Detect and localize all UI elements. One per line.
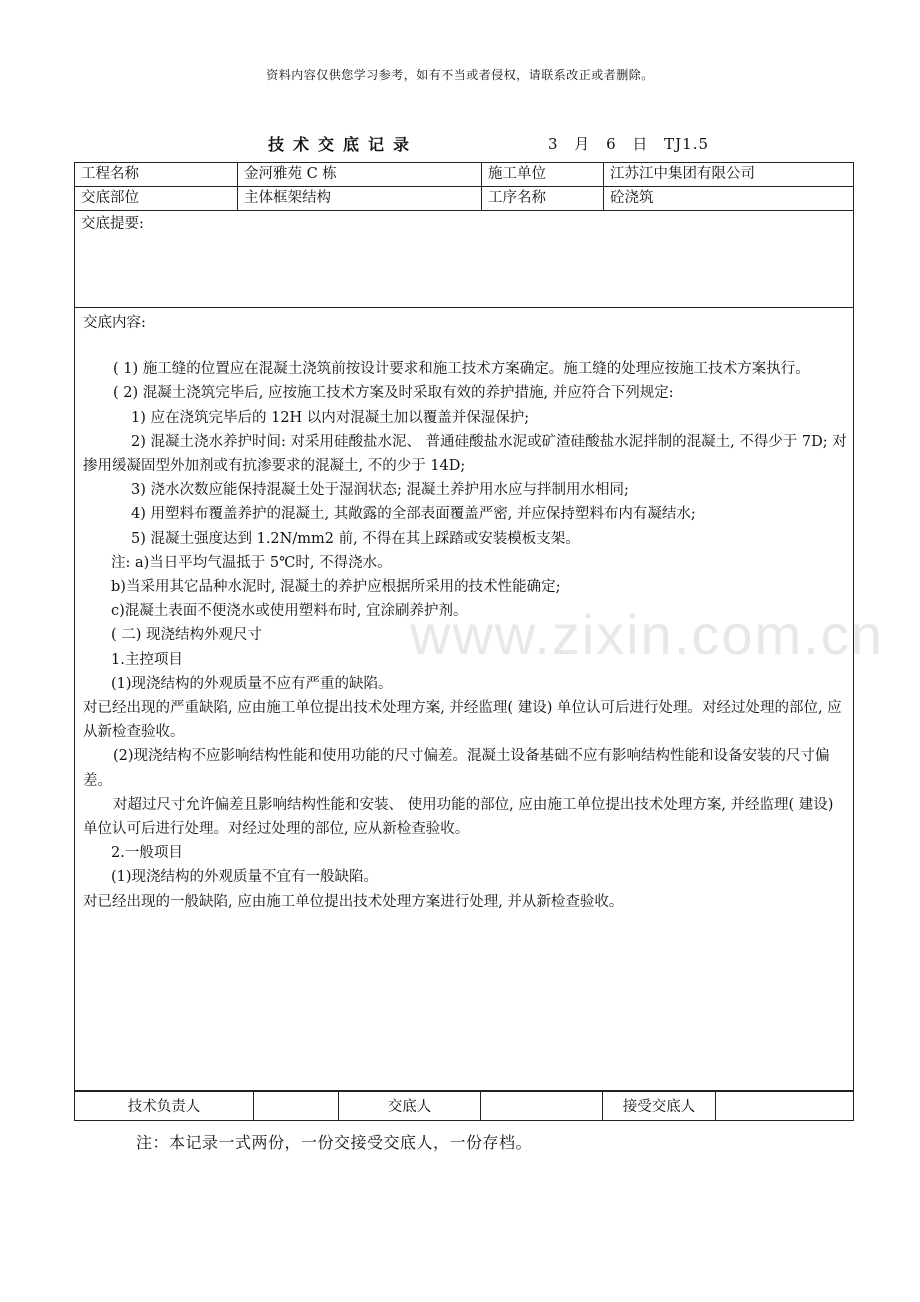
- receiver-signature-field[interactable]: [716, 1091, 854, 1121]
- project-name-label: 工程名称: [75, 163, 238, 187]
- part-value: 主体框架结构: [238, 187, 482, 211]
- paragraph: 1) 应在浇筑完毕后的 12H 以内对混凝土加以覆盖并保湿保护;: [131, 409, 530, 426]
- paragraph: ( 1) 施工缝的位置应在混凝土浇筑前按设计要求和施工技术方案确定。施工缝的处理应按施工技术方案执行。: [113, 361, 810, 378]
- paragraph: 2) 混凝土浇水养护时间: 对采用硅酸盐水泥、 普通硅酸盐水泥或矿渣硅酸盐水泥拌制的混凝土, 不得少于 7D; 对掺用缓凝固型外加剂或有抗渗要求的混凝土, 不的少于 14D;: [83, 433, 847, 475]
- document-date-code: 3 月 6 日 TJ1.5: [548, 135, 710, 153]
- table-row: [75, 163, 854, 187]
- receiver-label: 接受交底人: [603, 1091, 716, 1121]
- project-name-value: 金河雅苑 C 栋: [238, 163, 482, 187]
- disclaimer-text: 资料内容仅供您学习参考，如有不当或者侵权，请联系改正或者删除。: [266, 68, 654, 82]
- title-row: [0, 132, 920, 154]
- spacer: [83, 335, 849, 357]
- part-label: 交底部位: [75, 187, 238, 211]
- presenter-label: 交底人: [339, 1091, 481, 1121]
- paragraph: 1.主控项目: [111, 651, 183, 668]
- document-title: 技术交底记录: [268, 135, 419, 154]
- summary-label: 交底提要:: [81, 216, 144, 232]
- watermark: www.zixin.com.cn: [410, 603, 884, 666]
- paragraph: (2)现浇结构不应影响结构性能和使用功能的尺寸偏差。混凝土设备基础不应有影响结构性能和设备安装的尺寸偏差。: [83, 748, 830, 789]
- tech-lead-signature-field[interactable]: [254, 1091, 339, 1121]
- paragraph: (1)现浇结构的外观质量不宜有一般缺陷。: [111, 869, 379, 886]
- paragraph: ( 2) 混凝土浇筑完毕后, 应按施工技术方案及时采取有效的养护措施, 并应符合下列规定:: [113, 385, 674, 402]
- signature-table: [74, 1090, 854, 1121]
- paragraph: 注: a)当日平均气温抵于 5℃时, 不得浇水。: [111, 554, 392, 571]
- paragraph: 对已经出现的一般缺陷, 应由施工单位提出技术处理方案进行处理, 并从新检查验收。: [83, 893, 624, 910]
- paragraph: 3) 浇水次数应能保持混凝土处于湿润状态; 混凝土养护用水应与拌制用水相同;: [131, 482, 629, 499]
- presenter-signature-field[interactable]: [481, 1091, 603, 1121]
- paragraph: b)当采用其它品种水泥时, 混凝土的养护应根据所采用的技术性能确定;: [111, 579, 561, 596]
- process-label: 工序名称: [482, 187, 604, 211]
- summary-row: [75, 211, 854, 308]
- content-label: 交底内容:: [83, 315, 146, 331]
- contractor-value: 江苏江中集团有限公司: [604, 163, 854, 187]
- paragraph: c)混凝土表面不便浇水或使用塑料布时, 宜涂刷养护剂。: [111, 603, 468, 620]
- paragraph: 2.一般项目: [111, 845, 183, 862]
- content-cell: [75, 308, 854, 1092]
- paragraph: 4) 用塑料布覆盖养护的混凝土, 其敞露的全部表面覆盖严密, 并应保持塑料布内有凝结水;: [131, 506, 696, 523]
- process-value: 砼浇筑: [604, 187, 854, 211]
- paragraph: ( 二) 现浇结构外观尺寸: [111, 627, 263, 644]
- paragraph: (1)现浇结构的外观质量不应有严重的缺陷。: [111, 675, 393, 692]
- paragraph: 对超过尺寸允许偏差且影响结构性能和安装、 使用功能的部位, 应由施工单位提出技术处理方案, 并经监理( 建设) 单位认可后进行处理。对经过处理的部位, 应从新检查验收。: [83, 796, 834, 838]
- content-row: [75, 308, 854, 1092]
- paragraph: 对已经出现的严重缺陷, 应由施工单位提出技术处理方案, 并经监理( 建设) 单位认可后进行处理。对经过处理的部位, 应从新检查验收。: [83, 700, 842, 741]
- contractor-label: 施工单位: [482, 163, 604, 187]
- footer-note: 注：本记录一式两份，一份交接受交底人，一份存档。: [136, 1133, 533, 1152]
- table-row: [75, 187, 854, 211]
- table-row: [75, 1091, 854, 1121]
- summary-cell: [75, 211, 854, 308]
- paragraph: 5) 混凝土强度达到 1.2N/mm2 前, 不得在其上踩踏或安装模板支架。: [131, 530, 580, 547]
- record-table: [74, 162, 854, 1092]
- tech-lead-label: 技术负责人: [75, 1091, 254, 1121]
